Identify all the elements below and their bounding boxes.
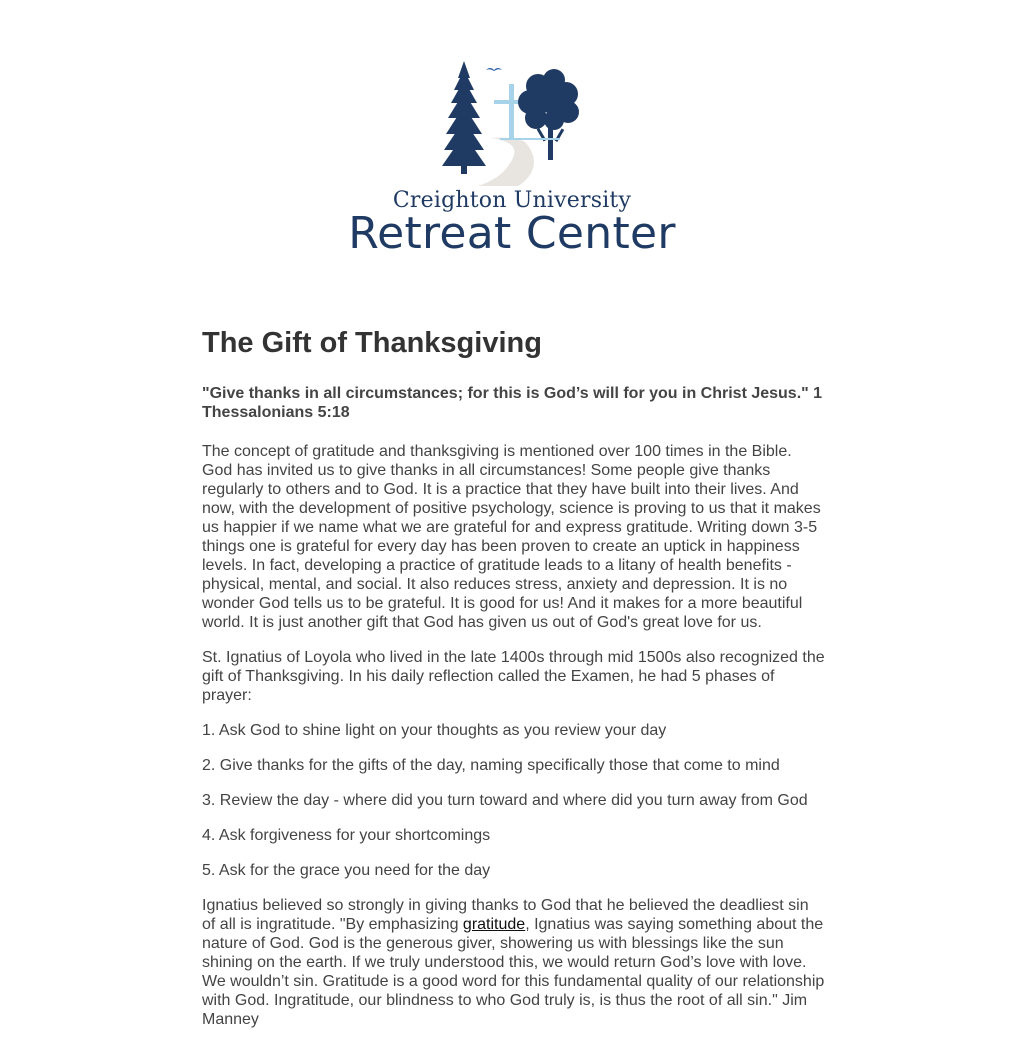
examen-step-1: 1. Ask God to shine light on your thoughts as you review your day: [202, 722, 667, 739]
bible-verse: "Give thanks in all circumstances; for this is God’s will for you in Christ Jesus." 1 Thessalonians 5:18: [202, 385, 823, 421]
article-title: The Gift of Thanksgiving: [202, 327, 542, 359]
paragraph-3: [202, 896, 826, 1029]
logo-subtitle: Creighton University: [392, 188, 632, 213]
paragraph-3-end: , Ignatius was saying something about the nature of God. God is the generous giver, showering us with blessings like the sun shining on the earth. If we truly understood this, we would return God’s love with love. We wouldn’t sin. Gratitude is a good word for this fundamental quality of our relationship with God. Ingratitude, our blindness to who God truly is, is thus the root of all sin." Jim Manney: [202, 916, 825, 1028]
paragraph-1: The concept of gratitude and thanksgiving is mentioned over 100 times in the Bible. God has invited us to give thanks in all circumstances! Some people give thanks regularly to others and to God. It is a practice that they have built into their lives. And now, with the development of positive psychology, science is proving to us that it makes us happier if we name what we are grateful for and express gratitude. Writing down 3-5 things one is grateful for every day has been proven to create an uptick in happiness levels. In fact, developing a practice of gratitude leads to a litany of health benefits - physical, mental, and social. It also reduces stress, anxiety and depression. It is no wonder God tells us to be grateful. It is good for us! And it makes for a more beautiful world. It is just another gift that God has given us out of God's great love for us.: [202, 443, 821, 631]
examen-step-2: 2. Give thanks for the gifts of the day, naming specifically those that come to mind: [202, 757, 780, 774]
logo-title: Retreat Center: [348, 208, 676, 259]
logo-emblem-icon: [340, 58, 684, 188]
gratitude-link[interactable]: gratitude: [462, 916, 526, 933]
retreat-center-logo: [340, 58, 684, 268]
paragraph-3-start: Ignatius believed so strongly in giving thanks to God that he believed the deadliest sin of all is ingratitude. "By emphasizing: [202, 897, 809, 933]
examen-step-5: 5. Ask for the grace you need for the day: [202, 862, 491, 879]
examen-step-3: 3. Review the day - where did you turn toward and where did you turn away from God: [202, 792, 808, 809]
article: [202, 324, 826, 1045]
examen-step-4: 4. Ask forgiveness for your shortcomings: [202, 827, 491, 844]
paragraph-2: St. Ignatius of Loyola who lived in the late 1400s through mid 1500s also recognized the gift of Thanksgiving. In his daily reflection called the Examen, he had 5 phases of prayer:: [202, 649, 825, 704]
